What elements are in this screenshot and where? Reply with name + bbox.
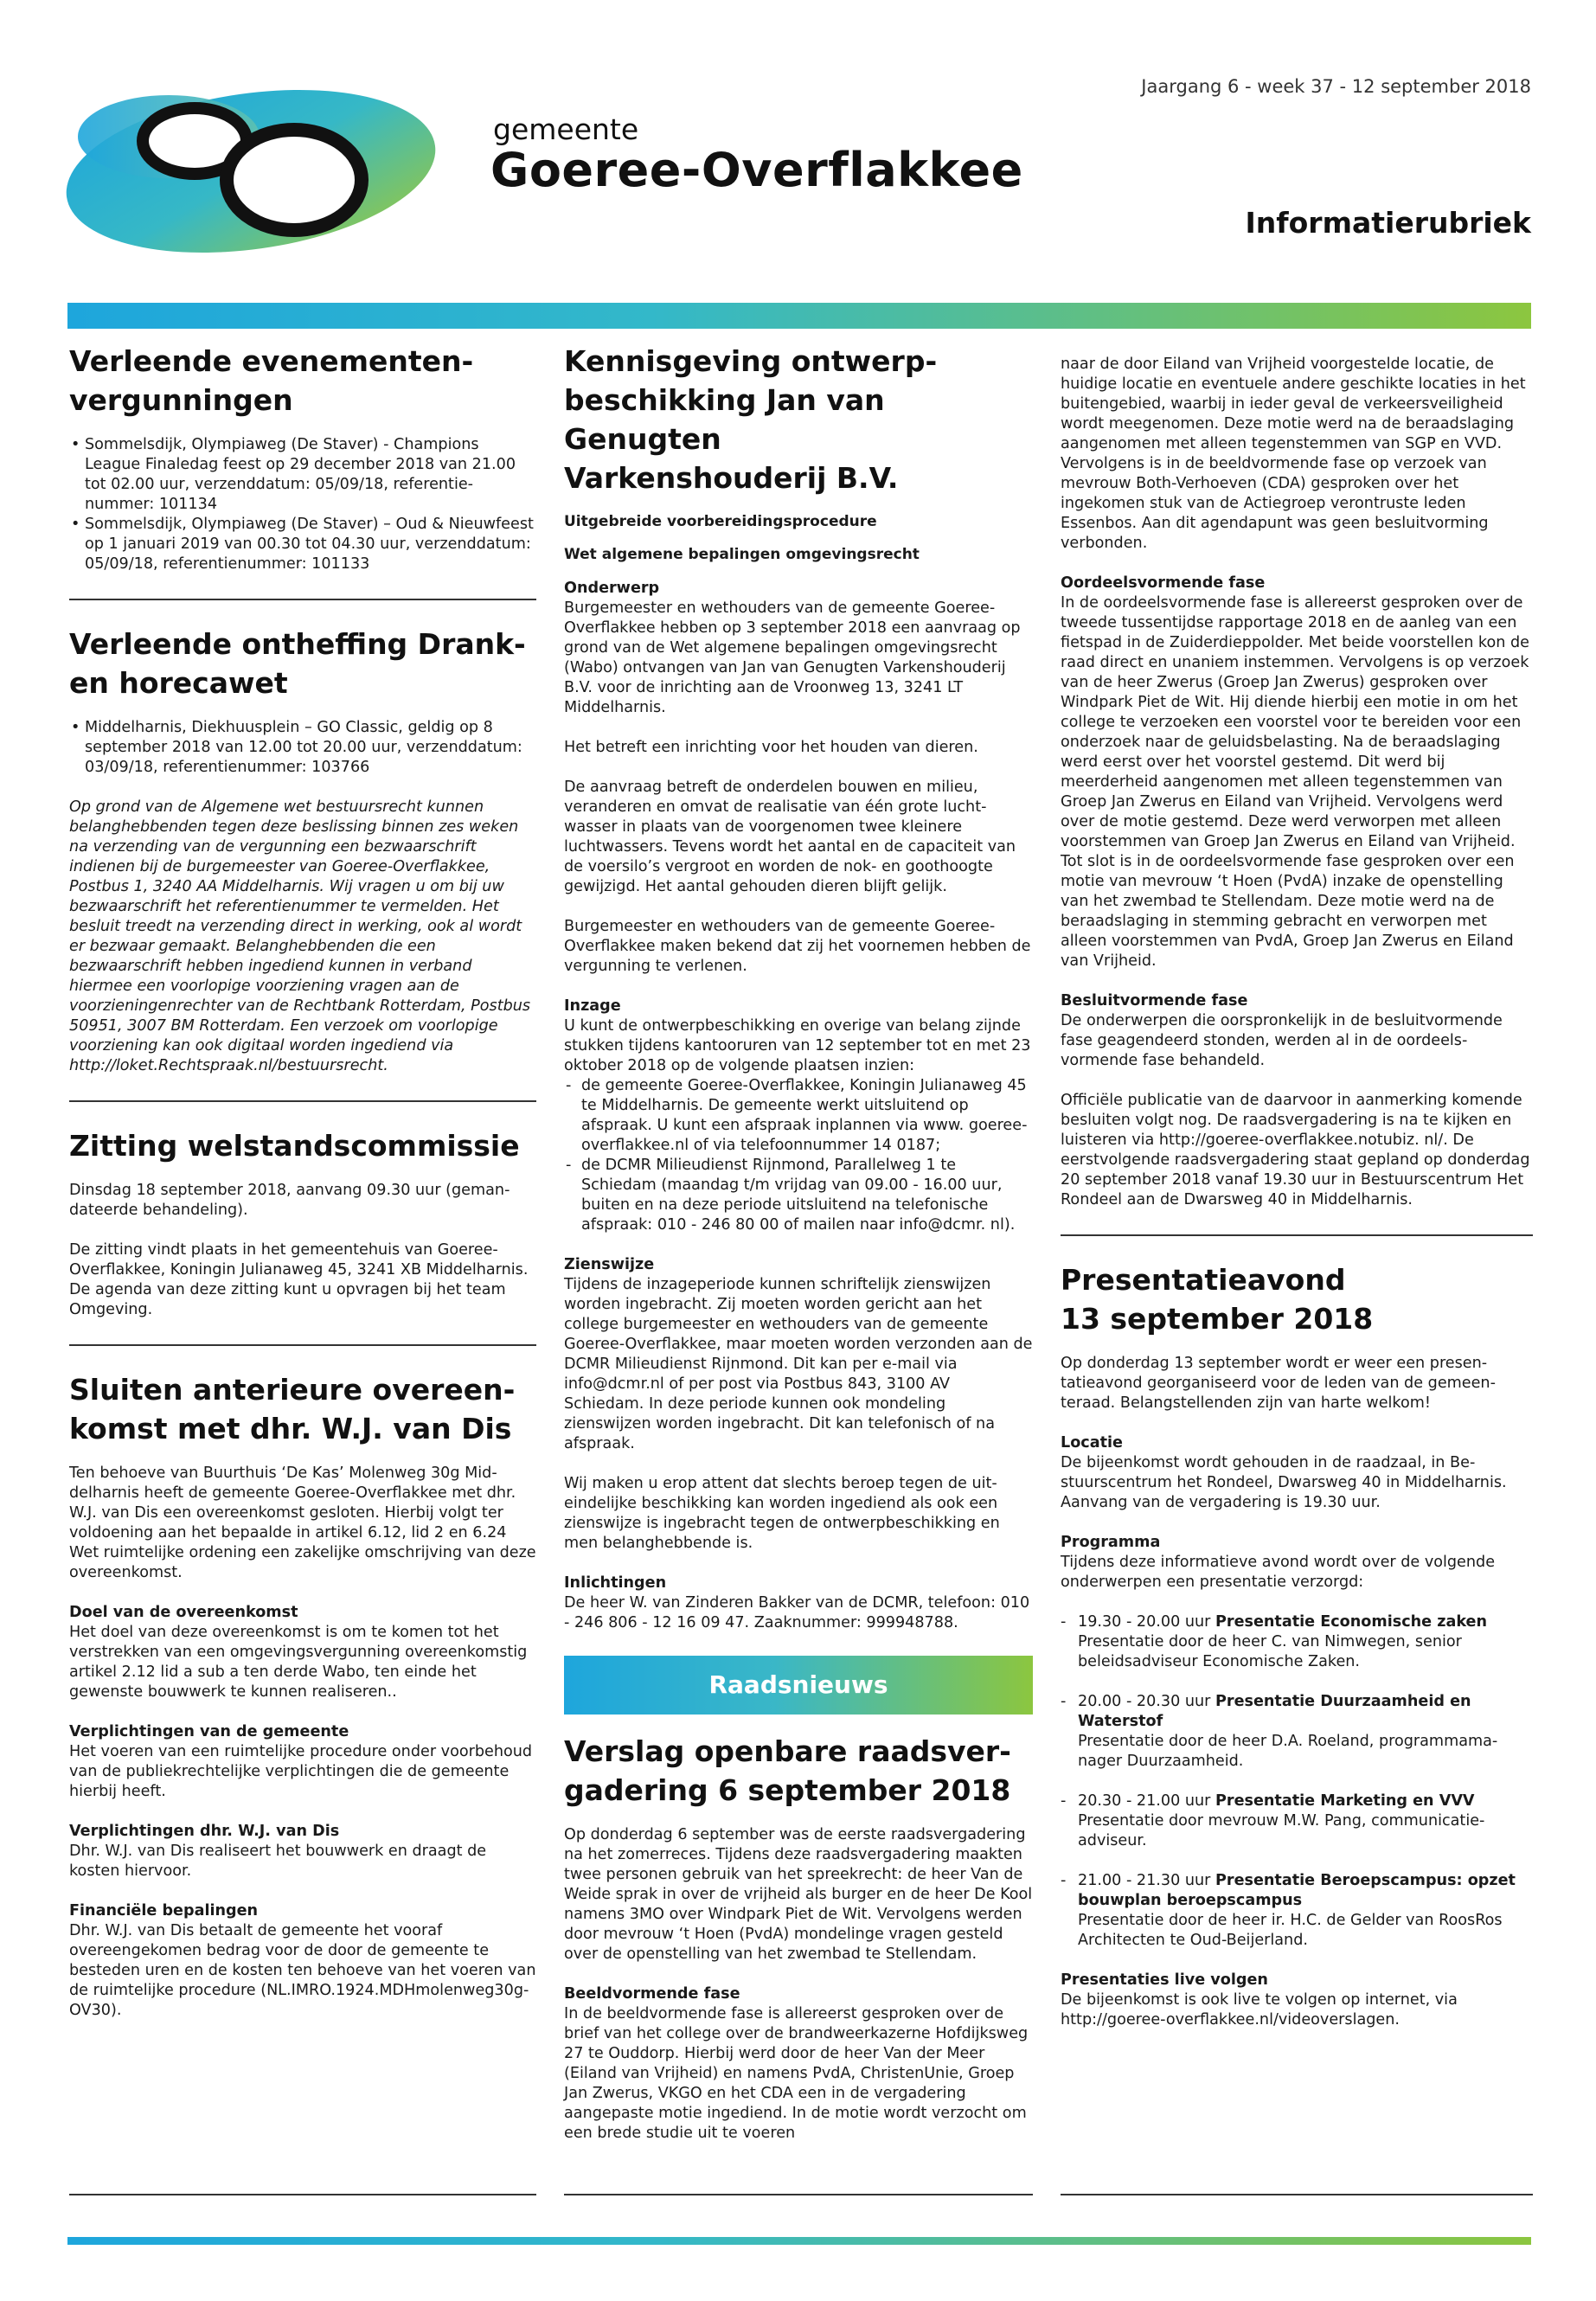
section-title: Sluiten anterieure overeen- komst met dhr. W.J. van Dis: [69, 1373, 516, 1445]
paragraph: Tijdens deze informatieve avond wordt over de volgende onderwerpen een presentatie verzorgd:: [1061, 1554, 1496, 1591]
section-ontheffing: [69, 625, 536, 1076]
municipality-label: gemeente: [493, 112, 639, 146]
section-anterieure-overeenkomst: [69, 1370, 536, 2021]
paragraph: Wij maken u erop attent dat slechts beroep tegen de uiteindelijke beschikking kan worden ingediend als ook een zienswijze is ingebracht tegen de ontwerpbeschikking en men belanghebbende is.: [564, 1475, 1000, 1552]
paragraph: Het betreft een inrichting voor het houden van dieren.: [564, 739, 978, 756]
municipality-logo: [65, 76, 445, 253]
subheading: Verplichtingen van de gemeente: [69, 1723, 349, 1740]
section-title: Zitting welstandscommissie: [69, 1129, 520, 1163]
paragraph: Op donderdag 13 september wordt er weer een presentatieavond georganiseerd voor de leden van de gemeenteraad. Belangstellenden zijn van harte welkom!: [1061, 1355, 1496, 1412]
paragraph: Dhr. W.J. van Dis realiseert het bouwwerk en draagt de kosten hiervoor.: [69, 1843, 487, 1880]
section-title: Verleende evenementen- vergunningen: [69, 344, 474, 417]
subheading: Inlichtingen: [564, 1574, 667, 1592]
procedure-label: Uitgebreide voorbereidingsprocedure: [564, 513, 877, 530]
footer-gradient-bar: [67, 2237, 1531, 2245]
column-end-rule: [69, 2194, 536, 2195]
header-gradient-bar: [67, 303, 1531, 329]
paragraph: U kunt de ontwerpbeschikking en overige van belang zijnde stukken tijdens kantooruren van 12 september tot en met 23 oktober 2018 op de volgende plaatsen inzien:: [564, 1017, 1031, 1074]
section-evenementenvergunningen: [69, 342, 536, 574]
paragraph: De bijeenkomst is ook live te volgen op internet, via http://goeree-overflakkee.nl/videoverslagen.: [1061, 1991, 1458, 2029]
permit-list: [69, 435, 536, 574]
paragraph: Officiële publicatie van de daarvoor in aanmerking komende besluiten volgt nog. De raadsvergadering is na te kijken en luisteren via http://goeree-overflakkee.notubiz. nl/. De eerstvolgende raadsvergadering staat gepland op donderdag 20 september 2018 vanaf 19.30 uur in Bestuurscentrum Het Rondeel aan de Dwarsweg 40 in Middelharnis.: [1061, 1092, 1530, 1208]
section-divider: [69, 1344, 536, 1346]
program-item: - 20.00 - 20.30 uur Presentatie Duurzaamheid en Waterstof Presentatie door de heer D.A. Roeland, programmamanager Duurzaamheid.: [1078, 1692, 1533, 1772]
paragraph: Tijdens de inzageperiode kunnen schriftelijk zienswijzen worden ingebracht. Zij moeten worden gericht aan het college burgemeester en wethouders van de gemeente Goeree-Overflakkee, maar moeten worden verzonden aan de DCMR Milieudienst Rijnmond. Dit kan per e-mail via info@dcmr.nl of per post via Postbus 843, 3100 AV Schiedam. In deze periode kunnen ook mondeling zienswijzen worden ingebracht. Dit kan telefonisch of na afspraak.: [564, 1276, 1033, 1452]
paragraph: Op donderdag 6 september was de eerste raadsvergadering na het zomerreces. Tijdens deze raadsvergadering maakten twee personen gebruik van het spreekrecht: de heer Van de Weide sprak in over de vrijheid als burger en de heer De Kool namens 3MO over Windpark Piet de Wit. Vervolgens werden door mevrouw ‘t Hoen (PvdA) mondelinge vragen gesteld over de openstelling van het zwembad te Stellendam.: [564, 1826, 1033, 1963]
subheading: Locatie: [1061, 1434, 1123, 1452]
subheading: Inzage: [564, 997, 621, 1015]
column-middle: [564, 342, 1033, 2163]
section-kennisgeving: [564, 342, 1033, 1633]
list-item: - de DCMR Milieudienst Rijnmond, Parallelweg 1 te Schiedam (maandag t/m vrijdag van 09.00 - 16.00 uur, buiten en na deze periode uitsluitend na telefonische afspraak: 010 - 246 80 00 of mailen naar info@dcmr. nl).: [581, 1156, 1033, 1235]
subheading: Oordeelsvormende fase: [1061, 574, 1266, 592]
program-item: - 19.30 - 20.00 uur Presentatie Economische zaken Presentatie door de heer C. van Nimwegen, senior beleidsadviseur Economische Zaken.: [1078, 1612, 1533, 1672]
paragraph: Burgemeester en wethouders van de gemeente Goeree-Overflakkee maken bekend dat zij het voornemen hebben de vergunning te verlenen.: [564, 918, 1031, 975]
section-title: Kennisgeving ontwerp- beschikking Jan van Genugten Varkenshouderij B.V.: [564, 344, 938, 495]
subheading: Zienswijze: [564, 1256, 655, 1273]
subheading: Doel van de overeenkomst: [69, 1604, 298, 1621]
paragraph: Ten behoeve van Buurthuis ‘De Kas’ Molenweg 30g Middelharnis heeft de gemeente Goeree-Overflakkee met dhr. W.J. van Dis een overeenkomst gesloten. Hierbij volgt ter voldoening aan het bepaalde in artikel 6.12, lid 2 en 6.24 Wet ruimtelijke ordening een zakelijke omschrijving van deze overeenkomst.: [69, 1465, 536, 1581]
paragraph: Het voeren van een ruimtelijke procedure onder voorbehoud van de publiekrechtelijke verplichtingen die de gemeente hierbij heeft.: [69, 1743, 533, 1800]
inspection-locations: [564, 1076, 1033, 1235]
paragraph: In de beeldvormende fase is allereerst gesproken over de brief van het college over de brandweerkazerne Hofdijksweg 27 te Ouddorp. Hierbij werd door de heer Van der Meer (Eiland van Vrijheid) en namens PvdA, ChristenUnie, Groep Jan Zwerus, VKGO en het CDA een in de vergadering aangepaste motie ingediend. In de motie wordt verzocht om een brede studie uit te voeren: [564, 2005, 1029, 2142]
section-verslag-vervolg: [1061, 355, 1533, 1210]
paragraph: De bijeenkomst wordt gehouden in de raadzaal, in Bestuurscentrum het Rondeel, Dwarsweg 40 in Middelharnis. Aanvang van de vergadering is 19.30 uur.: [1061, 1454, 1507, 1511]
list-item: • Middelharnis, Diekhuusplein – GO Classic, geldig op 8 september 2018 van 12.00 tot 20.00 uur, verzenddatum: 03/09/18, referentienummer: 103766: [85, 718, 536, 778]
municipality-name: Goeree-Overflakkee: [490, 143, 1023, 197]
paragraph: De aanvraag betreft de onderdelen bouwen en milieu, veranderen en omvat de realisatie van één grote luchtwasser in plaats van de voorgenomen twee kleinere luchtwassers. Tevens wordt het aantal en de capaciteit van de voersilo’s vergroot en worden de nok- en goothoogte gewijzigd. Het aantal gehouden dieren blijft gelijk.: [564, 779, 1016, 895]
objection-notice: Op grond van de Algemene wet bestuursrecht kunnen belanghebbenden tegen deze beslissing binnen zes weken na verzending van de vergunning een bezwaarschrift indienen bij de burgemeester van Goeree-Overflakkee, Postbus 1, 3240 AA Middelharnis. Wij vragen u om bij uw bezwaarschrift het referentienummer te vermelden. Het besluit treedt na verzending direct in werking, ook al wordt er bezwaar gemaakt. Belanghebbenden die een bezwaarschrift hebben ingediend kunnen in verband hiermee een voorlopige voorziening vragen aan de voorzieningenrechter van de Rechtbank Rotterdam, Postbus 50951, 3007 BM Rotterdam. Een verzoek om voorlopige voorziening kan ook digitaal worden ingediend via http://loket.Rechtspraak.nl/bestuursrecht.: [69, 798, 531, 1074]
section-title: Verleende ontheffing Drank- en horecawet: [69, 627, 526, 700]
program-item: - 21.00 - 21.30 uur Presentatie Beroepscampus: opzet bouwplan beroepscampus Presentatie door de heer ir. H.C. de Gelder van RoosRos Architecten te Oud-Beijerland.: [1078, 1871, 1533, 1951]
subheading: Besluitvormende fase: [1061, 992, 1248, 1009]
subheading: Programma: [1061, 1534, 1161, 1551]
section-title: Presentatieavond 13 september 2018: [1061, 1263, 1374, 1336]
subheading: Presentaties live volgen: [1061, 1971, 1268, 1989]
section-verslag-raadsvergadering: [564, 1732, 1033, 2144]
section-divider: [69, 1100, 536, 1102]
program-item: - 20.30 - 21.00 uur Presentatie Marketing en VVV Presentatie door mevrouw M.W. Pang, communicatieadviseur.: [1078, 1791, 1533, 1851]
column-left: [69, 342, 536, 2041]
paragraph: De heer W. van Zinderen Bakker van de DCMR, telefoon: 010 - 246 806 - 12 16 09 47. Zaaknummer: 999948788.: [564, 1594, 1030, 1631]
section-divider: [1061, 1234, 1533, 1236]
raadsnieuws-banner: Raadsnieuws: [564, 1656, 1033, 1715]
section-divider: [69, 599, 536, 600]
paragraph: De onderwerpen die oorspronkelijk in de besluitvormende fase geagendeerd stonden, werden al in de oordeelsvormende fase behandeld.: [1061, 1012, 1503, 1069]
paragraph: De zitting vindt plaats in het gemeentehuis van Goeree-Overflakkee, Koningin Julianaweg 45, 3241 XB Middelharnis. De agenda van deze zitting kunt u opvragen bij het team Omgeving.: [69, 1241, 529, 1318]
list-item: - de gemeente Goeree-Overflakkee, Koningin Julianaweg 45 te Middelharnis. De gemeente werkt uitsluitend op afspraak. U kunt een afspraak inplannen via www. goeree-overflakkee.nl of via telefoonnummer 14 0187;: [581, 1076, 1033, 1156]
column-end-rule: [564, 2194, 1033, 2195]
section-title: Verslag openbare raadsver- gadering 6 september 2018: [564, 1734, 1011, 1807]
list-item: • Sommelsdijk, Olympiaweg (De Staver) – Oud & Nieuwfeest op 1 januari 2019 van 00.30 tot 04.30 uur, verzenddatum: 05/09/18, referentienummer: 101133: [85, 515, 536, 574]
law-label: Wet algemene bepalingen omgevingsrecht: [564, 546, 920, 563]
paragraph: Dinsdag 18 september 2018, aanvang 09.30 uur (gemandateerde behandeling).: [69, 1182, 510, 1219]
subheading: Beeldvormende fase: [564, 1985, 740, 2003]
exemption-list: [69, 718, 536, 778]
rubric-title: Informatierubriek: [1245, 206, 1531, 240]
subheading: Onderwerp: [564, 580, 660, 597]
list-item: • Sommelsdijk, Olympiaweg (De Staver) - Champions League Finaledag feest op 29 december 2018 van 21.00 tot 02.00 uur, verzenddatum: 05/09/18, referentienummer: 101134: [85, 435, 536, 515]
section-welstandscommissie: [69, 1126, 536, 1320]
subheading: Financiële bepalingen: [69, 1902, 259, 1920]
paragraph: Het doel van deze overeenkomst is om te komen tot het verstrekken van een omgevingsvergunning overeenkomstig artikel 2.12 lid a sub a ten derde Wabo, ten einde het gewenste bouwwerk te kunnen realiseren..: [69, 1624, 528, 1701]
paragraph: In de oordeelsvormende fase is allereerst gesproken over de tweede tussentijdse rapportage 2018 en de aanleg van een fietspad in de Zuiderdieppolder. Met beide voorstellen kon de raad direct en unaniem instemmen. Vervolgens is op verzoek van de heer Zwerus (Groep Jan Zwerus) gesproken over Windpark Piet de Wit. Hij diende hierbij een motie in om het college te verzoeken een voorstel voor te bereiden voor een onderzoek naar de geluidsbelasting. Na de beraadslaging werd eerst over het voorstel gestemd. Dit werd bij meerderheid aangenomen met alleen tegenstemmen van Groep Jan Zwerus en Eiland van Vrijheid. Vervolgens werd over de motie gestemd. Deze werd verworpen met alleen voorstemmen van Groep Jan Zwerus en Eiland van Vrijheid. Tot slot is in de oordeelsvormende fase gesproken over een motie van mevrouw ‘t Hoen (PvdA) inzake de openstelling van het zwembad te Stellendam. Deze motie werd na de beraadslaging in stemming gebracht en verworpen met alleen voorstemmen van PvdA, Groep Jan Zwerus en Eiland van Vrijheid.: [1061, 594, 1529, 970]
column-right: [1061, 355, 1533, 2050]
paragraph: naar de door Eiland van Vrijheid voorgestelde locatie, de huidige locatie en eventuele andere geschikte locaties in het buitengebied, waarbij in ieder geval de verkeersveiligheid wordt meegenomen. Deze motie werd na de beraadslaging aangenomen met alleen tegenstemmen van SGP en VVD. Vervolgens is in de beeldvormende fase op verzoek van mevrouw Both-Verhoeven (CDA) gesproken over het ingekomen stuk van de Actiegroep verontruste leden Essenbos. Aan dit agendapunt was geen besluitvorming verbonden.: [1061, 356, 1526, 552]
paragraph: Burgemeester en wethouders van de gemeente Goeree-Overflakkee hebben op 3 september 2018 een aanvraag op grond van de Wet algemene bepalingen omgevingsrecht (Wabo) ontvangen van Jan van Genugten Varkenshouderij B.V. voor de inrichting aan de Vroonweg 13, 3241 LT Middelharnis.: [564, 599, 1021, 716]
paragraph: Dhr. W.J. van Dis betaalt de gemeente het vooraf overeengekomen bedrag voor de door de gemeente te besteden uren en de kosten ten behoeve van het voeren van de ruimtelijke procedure (NL.IMRO.1924.MDHmolenweg30g-OV30).: [69, 1922, 536, 2019]
issue-date-line: Jaargang 6 - week 37 - 12 september 2018: [1141, 76, 1531, 97]
column-end-rule: [1061, 2194, 1533, 2195]
program-list: [1061, 1612, 1533, 1951]
section-presentatieavond: [1061, 1260, 1533, 2030]
subheading: Verplichtingen dhr. W.J. van Dis: [69, 1823, 340, 1840]
